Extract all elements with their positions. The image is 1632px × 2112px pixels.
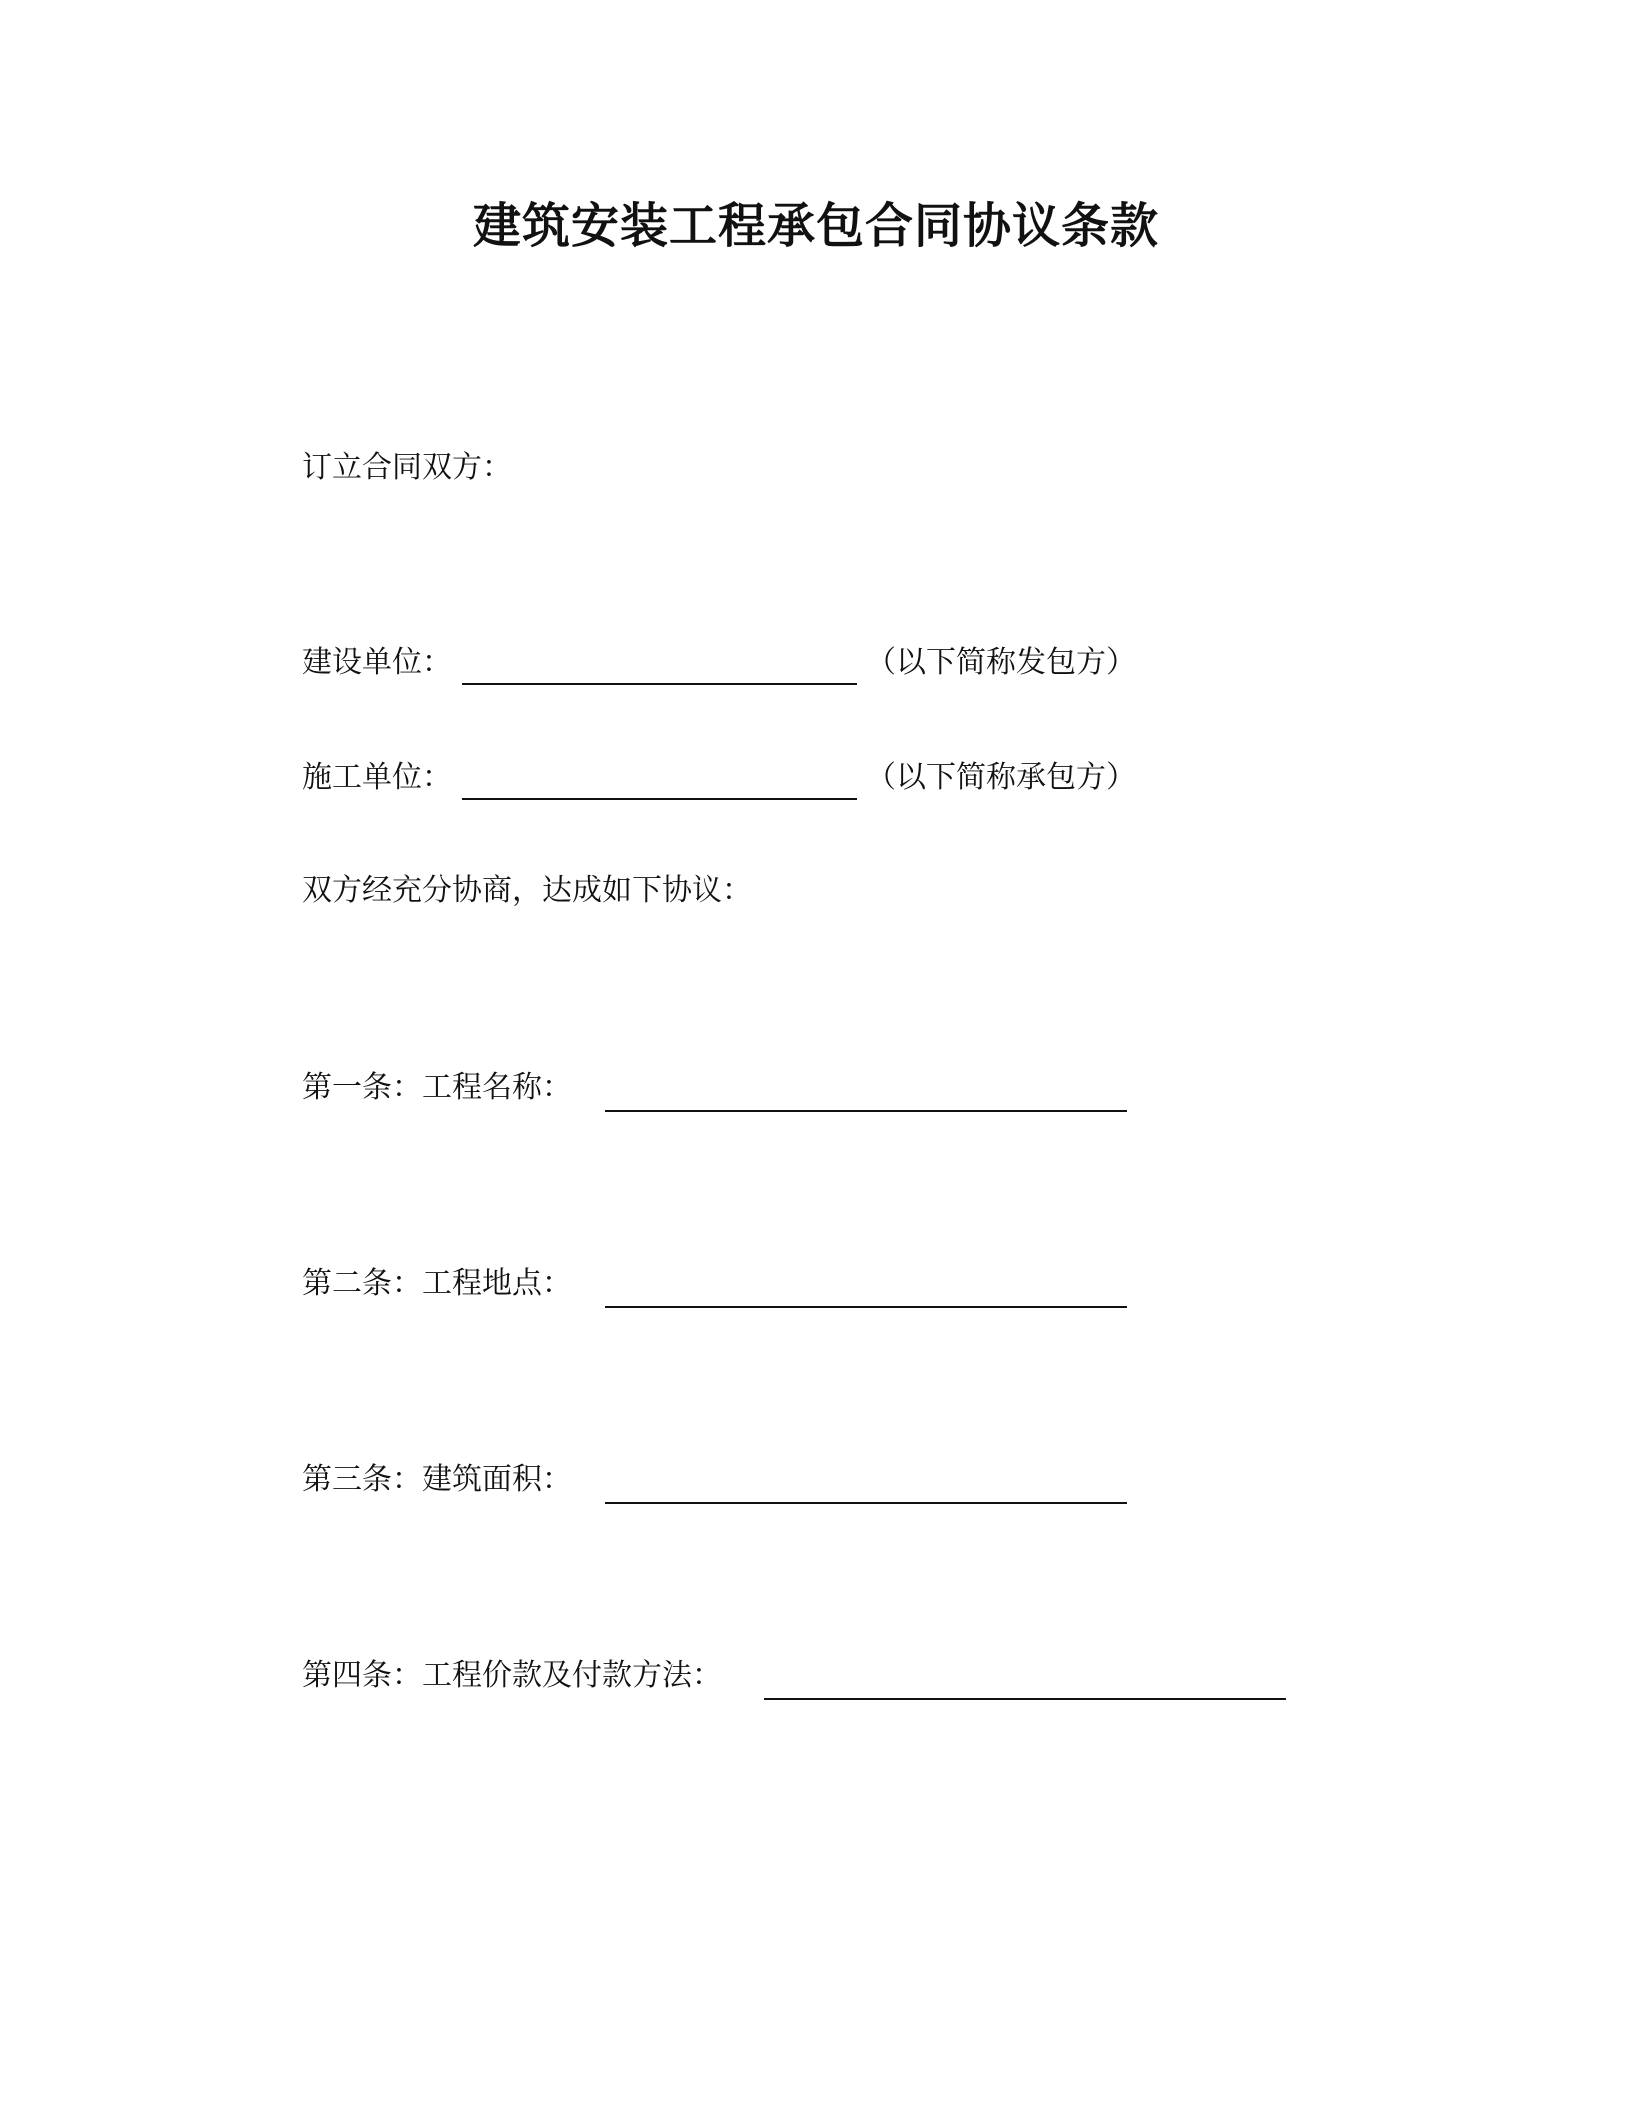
article-1-label: 第一条：工程名称： [302,1070,572,1105]
article-3-label: 第三条：建筑面积： [302,1462,572,1497]
contractor-blank-line[interactable] [462,798,857,800]
agreement-intro: 双方经充分协商，达成如下协议： [302,873,752,908]
document-title: 建筑安装工程承包合同协议条款 [472,198,1159,254]
contractor-suffix: （以下简称承包方） [866,760,1136,795]
article-4-label: 第四条：工程价款及付款方法： [302,1658,722,1693]
employer-label: 建设单位： [302,645,452,680]
employer-blank-line[interactable] [462,683,857,685]
employer-suffix: （以下简称发包方） [866,645,1136,680]
parties-heading: 订立合同双方： [302,450,512,485]
article-2-blank-line[interactable] [605,1306,1127,1308]
article-1-blank-line[interactable] [605,1110,1127,1112]
article-4-blank-line[interactable] [764,1698,1286,1700]
contractor-label: 施工单位： [302,760,452,795]
article-2-label: 第二条：工程地点： [302,1266,572,1301]
article-3-blank-line[interactable] [605,1502,1127,1504]
